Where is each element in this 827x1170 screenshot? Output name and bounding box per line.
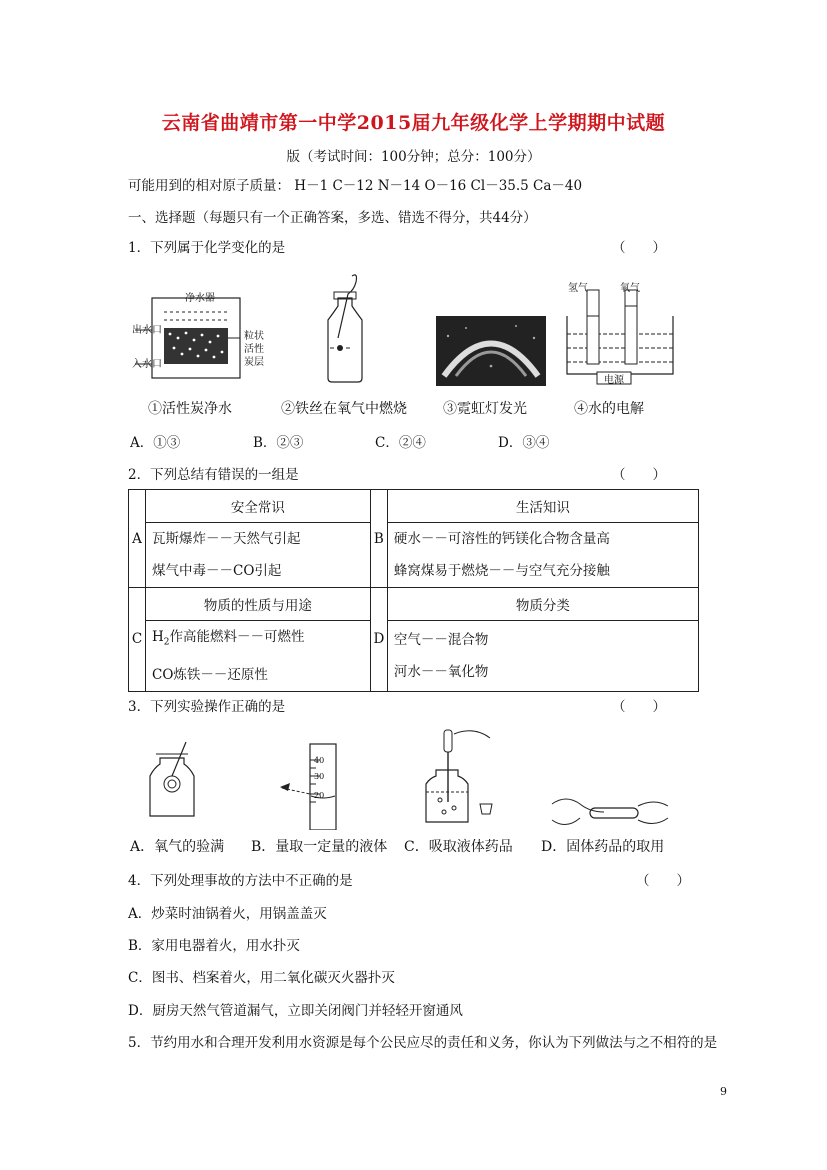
q2-head-b: 生活知识 (387, 490, 698, 523)
q2-cell-b (387, 523, 698, 588)
fig4-label-power: 电源 (604, 375, 624, 386)
q1-option-c: C．②④ (375, 435, 426, 451)
page-number: 9 (720, 1085, 727, 1098)
q2-letter-b: B (370, 490, 387, 588)
q2-c-line1-rest: 作高能燃料－－可燃性 (169, 629, 305, 645)
q2-c-h: H (152, 629, 164, 645)
graduated-cylinder-figure (278, 738, 358, 830)
fig1-label-1: 粒状 (244, 331, 264, 342)
q1-caption-3: ③霓虹灯发光 (443, 401, 527, 417)
q2-letter-a: A (129, 490, 146, 588)
q2-head-a: 安全常识 (146, 490, 371, 523)
q3-answer-blank: （ ） (612, 699, 666, 715)
q2-a-line1: 瓦斯爆炸－－天然气引起 (152, 531, 301, 547)
q2-cell-a (146, 523, 371, 588)
q3-caption-d: D．固体药品的取用 (541, 839, 665, 855)
q1-caption-1: ①活性炭净水 (148, 401, 232, 417)
exam-info: 版（考试时间：100分钟；总分：100分） (286, 149, 541, 165)
q4-stem: 4．下列处理事故的方法中不正确的是 (128, 873, 353, 889)
q2-b-line2: 蜂窝煤易于燃烧－－与空气充分接触 (393, 563, 610, 579)
fig4-label-hydrogen: 氢气 (568, 283, 588, 294)
neon-light-figure (436, 316, 546, 386)
q1-caption-4: ④水的电解 (574, 401, 644, 417)
q2-c-line2: CO炼铁－－还原性 (152, 666, 268, 683)
q2-answer-blank: （ ） (612, 467, 666, 483)
q4-option-b: B．家用电器着火，用水扑灭 (128, 938, 300, 954)
q2-d-line2: 河水－－氧化物 (393, 663, 489, 680)
q4-option-a: A．炒菜时油锅着火，用锅盖盖灭 (128, 906, 327, 922)
q3-caption-c: C．吸取液体药品 (404, 839, 513, 855)
q2-cell-d (387, 621, 698, 692)
fig1-label-2: 活性 (244, 344, 264, 355)
oxygen-test-figure (142, 740, 204, 822)
q2-letter-c: C (129, 588, 146, 692)
q2-stem: 2．下列总结有错误的一组是 (128, 467, 299, 483)
scale-20: 20 (314, 791, 325, 800)
q2-c-sub: 2 (163, 637, 170, 648)
q3-caption-a: A．氧气的验满 (130, 839, 225, 855)
solid-reagent-figure (550, 790, 670, 834)
fig1-label-purifier: 净水器 (185, 293, 215, 304)
atomic-masses: 可能用到的相对原子质量： H－1 C－12 N－14 O－16 Cl－35.5 Ca－40 (128, 178, 583, 194)
scale-40: 40 (314, 756, 325, 765)
q3-stem: 3．下列实验操作正确的是 (128, 699, 286, 715)
q2-b-line1: 硬水－－可溶性的钙镁化合物含量高 (393, 531, 610, 547)
dropper-figure (418, 722, 496, 826)
q2-head-c: 物质的性质与用途 (146, 588, 371, 621)
q4-answer-blank: （ ） (636, 873, 690, 889)
q1-caption-2: ②铁丝在氧气中燃烧 (281, 401, 407, 417)
q3-caption-b: B．量取一定量的液体 (251, 839, 388, 855)
q2-letter-d: D (370, 588, 387, 692)
scale-30: 30 (314, 772, 325, 781)
fig1-label-3: 炭层 (244, 357, 264, 368)
fig1-label-inlet: 入水口 (132, 359, 162, 370)
q5-stem: 5．节约用水和合理开发利用水资源是每个公民应尽的责任和义务，你认为下列做法与之不相符的是 (128, 1035, 718, 1051)
q2-cell-c (146, 621, 371, 692)
q1-option-a: A．①③ (130, 435, 181, 451)
q1-answer-blank: （ ） (612, 240, 666, 256)
q4-option-d: D．厨房天然气管道漏气，立即关闭阀门并轻轻开窗通风 (128, 1003, 463, 1019)
q2-head-d: 物质分类 (387, 588, 698, 621)
fig4-label-oxygen: 氧气 (620, 283, 640, 294)
iron-wire-figure (310, 268, 380, 386)
q1-option-b: B．②③ (253, 435, 304, 451)
page-title: 云南省曲靖市第一中学2015届九年级化学上学期期中试题 (161, 112, 666, 134)
fig1-label-outlet: 出水口 (132, 325, 162, 336)
q1-stem: 1．下列属于化学变化的是 (128, 240, 286, 256)
q2-c-line1 (152, 621, 364, 659)
q2-table (128, 489, 699, 692)
section-heading: 一、选择题（每题只有一个正确答案，多选、错选不得分，共44分） (128, 210, 537, 226)
q1-option-d: D．③④ (498, 435, 550, 451)
q2-a-line2: 煤气中毒－－CO引起 (152, 563, 282, 579)
q4-option-c: C．图书、档案着火，用二氧化碳灭火器扑灭 (128, 970, 395, 986)
q2-d-line1: 空气－－混合物 (393, 631, 489, 648)
